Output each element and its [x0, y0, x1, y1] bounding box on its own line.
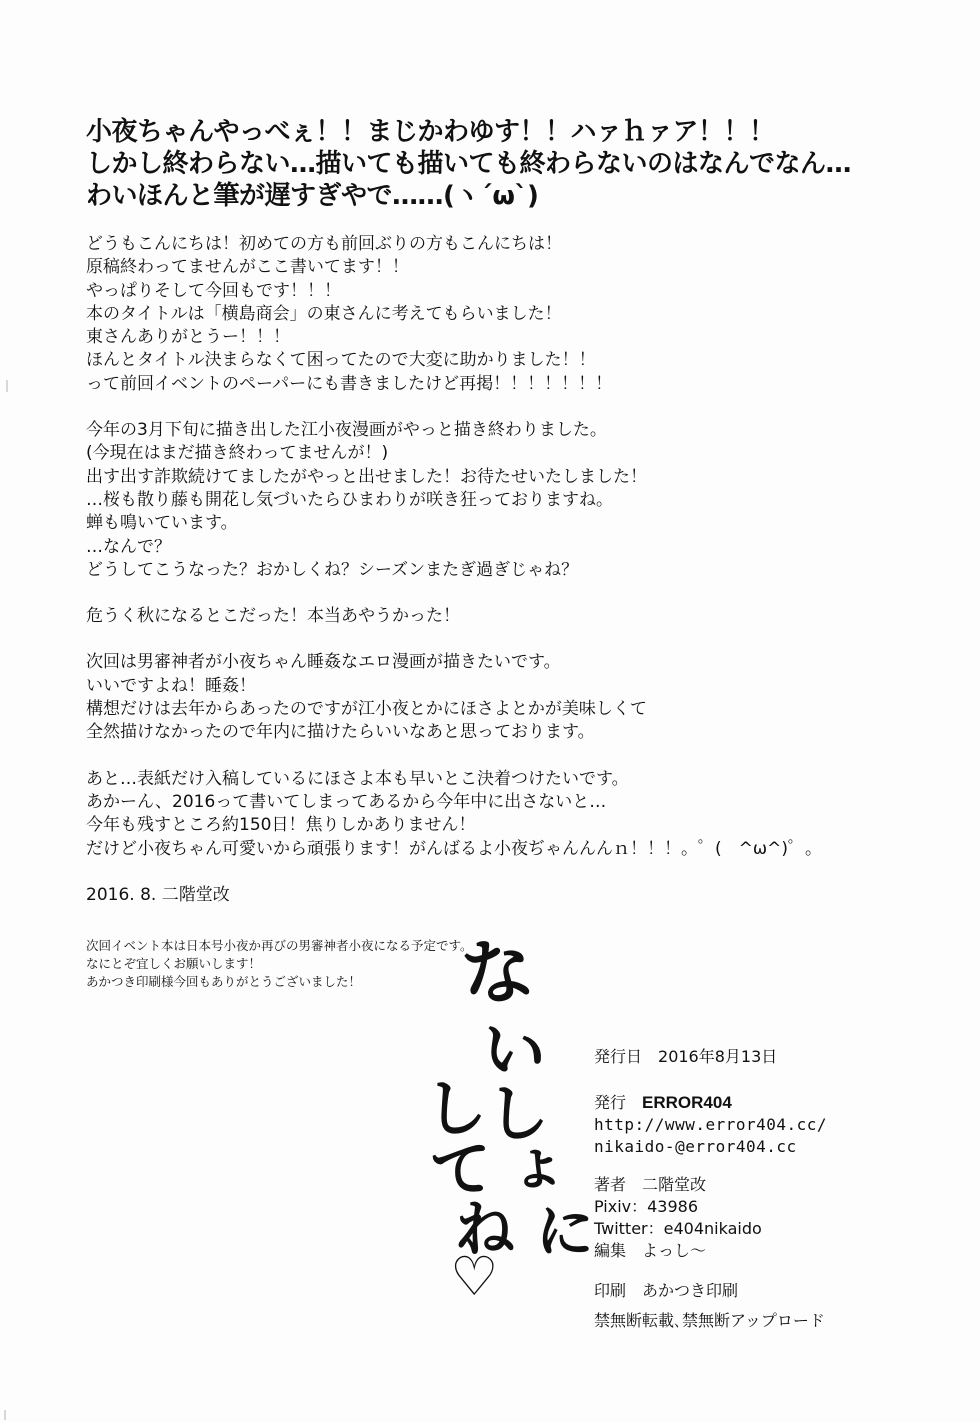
paragraph-signature	[86, 884, 946, 907]
author-row	[594, 1174, 954, 1196]
text-line: 全然描けなかったので年内に描けたらいいなあと思っております。	[86, 722, 595, 743]
text-line: 今年の3月下旬に描き出した江小夜漫画がやっと描き終わりました。	[86, 420, 607, 441]
author-name: 二階堂改	[642, 1175, 707, 1194]
publisher-row	[594, 1092, 954, 1114]
text-line: 蝉も鳴いています。	[86, 513, 238, 534]
text-line: いいですよね！睡姦！	[86, 675, 256, 696]
publisher-email: nikaido-@error404.cc	[594, 1137, 797, 1156]
text-line: 出す出す詐欺続けてましたがやっと出せました！お待たせいたしました！	[86, 466, 647, 487]
paragraph-closing	[86, 768, 946, 861]
editor-label: 編集	[594, 1241, 627, 1260]
publisher-label: 発行	[594, 1093, 627, 1112]
afterword-body	[86, 233, 946, 930]
title-logo-lettering	[425, 926, 597, 1308]
svg-text:ね: ね	[455, 1195, 515, 1265]
text-line: だけど小夜ちゃん可愛いから頑張ります！がんばるよ小夜ぢゃんんんｎ！！！。゜( ^ω^)゜。	[86, 838, 822, 859]
text-line: 危うく秋になるとこだった！本当あやうかった！	[86, 606, 460, 627]
title-logo	[425, 925, 597, 1308]
scan-mark	[6, 380, 8, 392]
editor-name: よっし～	[642, 1241, 707, 1260]
twitter-id: Twitter：e404nikaido	[594, 1219, 762, 1238]
publisher-url: http://www.error404.cc/	[594, 1115, 828, 1134]
issue-date-row	[594, 1046, 954, 1068]
paragraph-progress	[86, 419, 946, 582]
printer-name: あかつき印刷	[642, 1281, 739, 1300]
text-line: ほんとタイトル決まらなくて困ってたので大変に助かりました！！	[86, 350, 596, 371]
note-line: 次回イベント本は日本号小夜か再びの男審神者小夜になる予定です。	[86, 938, 473, 953]
text-line: やっぱりそして今回もです！！！	[86, 280, 341, 301]
svg-text:て: て	[426, 1130, 497, 1210]
svg-text:い: い	[478, 1012, 550, 1093]
issue-date-label: 発行日	[594, 1047, 643, 1066]
text-line: あかーん、2016って書いてしまってあるから今年中に出さないと…	[86, 791, 607, 812]
text-line: 構想だけは去年からあったのですが江小夜とかにほさよとかが美味しくて	[86, 699, 647, 720]
svg-text:ょ: ょ	[506, 1127, 569, 1199]
svg-text:し: し	[425, 1072, 488, 1145]
issue-date: 2016年8月13日	[658, 1047, 778, 1066]
pixiv-id: Pixiv：43986	[594, 1197, 699, 1216]
svg-text:に: に	[534, 1196, 597, 1269]
text-line: あと…表紙だけ入稿しているにほさよ本も早いとこ決着つけたいです。	[86, 768, 629, 789]
note-line: あかつき印刷様今回もありがとうございました！	[86, 974, 362, 989]
note-line: なにとぞ宜しくお願いします！	[86, 956, 262, 971]
headline-line: 小夜ちゃんやっべぇ！！まじかわゆす！！ハァｈァア！！！	[86, 117, 775, 147]
colophon	[594, 1046, 954, 1332]
text-line: 本のタイトルは「横島商会」の東さんに考えてもらいました！	[86, 303, 562, 324]
printer-label: 印刷	[594, 1281, 627, 1300]
svg-text:♡: ♡	[450, 1245, 499, 1308]
text-line: 次回は男審神者が小夜ちゃん睡姦なエロ漫画が描きたいです。	[86, 652, 561, 673]
text-line: どうしてこうなった？おかしくね？シーズンまたぎ過ぎじゃね？	[86, 559, 579, 580]
publisher-name: ERROR404	[642, 1093, 732, 1112]
printer-row	[594, 1280, 954, 1302]
signature-date: 2016. 8. 二階堂改	[86, 884, 230, 905]
paragraph-autumn	[86, 605, 946, 628]
author-label: 著者	[594, 1175, 627, 1194]
text-line: どうもこんにちは！初めての方も前回ぶりの方もこんにちは！	[86, 234, 562, 254]
text-line: 原稿終わってませんがここ書いてます！！	[86, 257, 409, 278]
text-line: 東さんありがとうー！！！	[86, 327, 290, 348]
paragraph-greeting	[86, 233, 946, 396]
paragraph-next-plans	[86, 651, 946, 744]
text-line: …なんで？	[86, 536, 171, 557]
text-line: 今年も残すところ約150日！焦りしかありません！	[86, 815, 476, 836]
text-line: って前回イベントのペーパーにも書きましたけど再掲！！！！！！！	[86, 373, 613, 394]
svg-text:し: し	[487, 1077, 550, 1150]
copyright-notice: 禁無断転載､禁無断アップロード	[594, 1311, 825, 1330]
headline-line: しかし終わらない…描いても描いても終わらないのはなんでなん…	[86, 149, 852, 179]
svg-text:な: な	[455, 925, 539, 1019]
editor-row	[594, 1240, 954, 1262]
headline-line: わいほんと筆が遅すぎやで……(ヽ´ω`)	[86, 181, 539, 211]
text-line: (今現在はまだ描き終わってませんが！)	[86, 443, 389, 464]
headline	[86, 116, 936, 212]
scan-mark	[4, 1410, 6, 1420]
text-line: …桜も散り藤も開花し気づいたらひまわりが咲き狂っておりますね。	[86, 489, 613, 510]
